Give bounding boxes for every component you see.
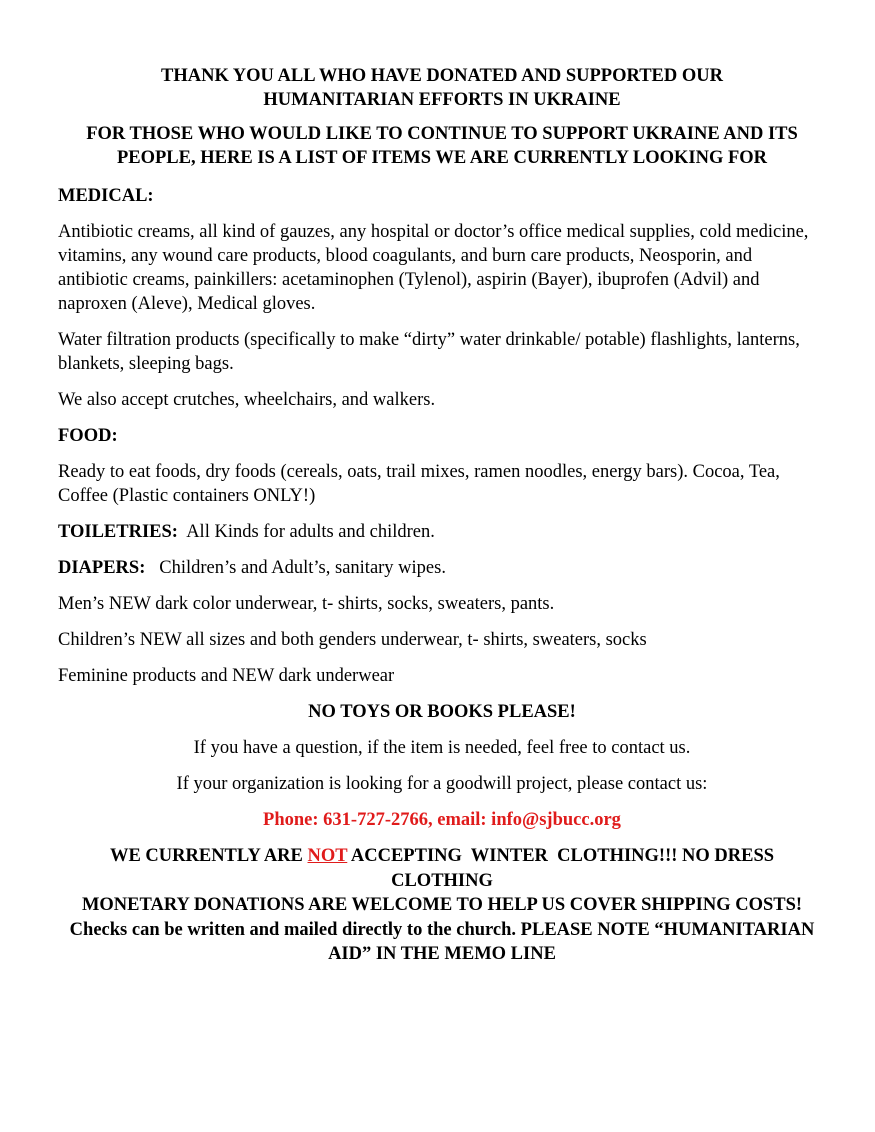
medical-heading: MEDICAL: [58,186,154,206]
monetary-notice: MONETARY DONATIONS ARE WELCOME TO HELP US COVER SHIPPING COSTS! [81,895,803,915]
goodwill-notice: If your organization is looking for a goodwill project, please contact us: [176,774,708,794]
contact-info[interactable]: Phone: 631-727-2766, email: info@sjbucc.org [263,810,621,830]
mobility-items: We also accept crutches, wheelchairs, and walkers. [58,390,436,410]
food-heading: FOOD: [58,426,118,446]
intro-heading: FOR THOSE WHO WOULD LIKE TO CONTINUE TO SUPPORT UKRAINE AND ITS PEOPLE, HERE IS A LIST OF ITEMS WE ARE CURRENTLY LOOKING FOR [86,124,798,168]
thank-you-heading: THANK YOU ALL WHO HAVE DONATED AND SUPPORTED OUR HUMANITARIAN EFFORTS IN UKRAINE [161,66,723,110]
diapers-text: Children’s and Adult’s, sanitary wipes. [145,558,446,578]
food-items: Ready to eat foods, dry foods (cereals, oats, trail mixes, ramen noodles, energy bars). Cocoa, Tea, Coffee (Plastic containers ONLY!) [58,462,780,506]
medical-items: Antibiotic creams, all kind of gauzes, any hospital or doctor’s office medical supplies, cold medicine, vitamins, any wound care products, blood coagulants, and burn care products, Neosporin, and antibiotic creams, painkillers: acetaminophen (Tylenol), aspirin (Bayer), ibuprofen (Advil) and naproxen (Aleve), Medical gloves. [58,222,809,314]
winter-clothing-notice [58,844,826,893]
diapers-line [58,556,826,580]
diapers-label: DIAPERS: [58,558,146,578]
toiletries-line [58,520,826,544]
question-notice: If you have a question, if the item is needed, feel free to contact us. [193,738,691,758]
toiletries-text: All Kinds for adults and children. [177,522,435,542]
water-items: Water filtration products (specifically to make “dirty” water drinkable/ potable) flashlights, lanterns, blankets, sleeping bags. [58,330,800,374]
toiletries-label: TOILETRIES: [58,522,178,542]
checks-notice: Checks can be written and mailed directly to the church. PLEASE NOTE “HUMANITARIAN AID” IN THE MEMO LINE [69,919,815,964]
closing-block [58,844,826,967]
mens-clothing: Men’s NEW dark color underwear, t- shirts, socks, sweaters, pants. [58,594,555,614]
childrens-clothing: Children’s NEW all sizes and both genders underwear, t- shirts, sweaters, socks [58,630,647,650]
not-emphasis: NOT [307,846,348,866]
flyer-page [58,64,826,967]
winter-pre: WE CURRENTLY ARE [109,846,308,866]
feminine-products: Feminine products and NEW dark underwear [58,666,395,686]
no-toys-notice: NO TOYS OR BOOKS PLEASE! [308,702,576,722]
winter-post: ACCEPTING WINTER CLOTHING!!! NO DRESS CLOTHING [347,846,779,891]
